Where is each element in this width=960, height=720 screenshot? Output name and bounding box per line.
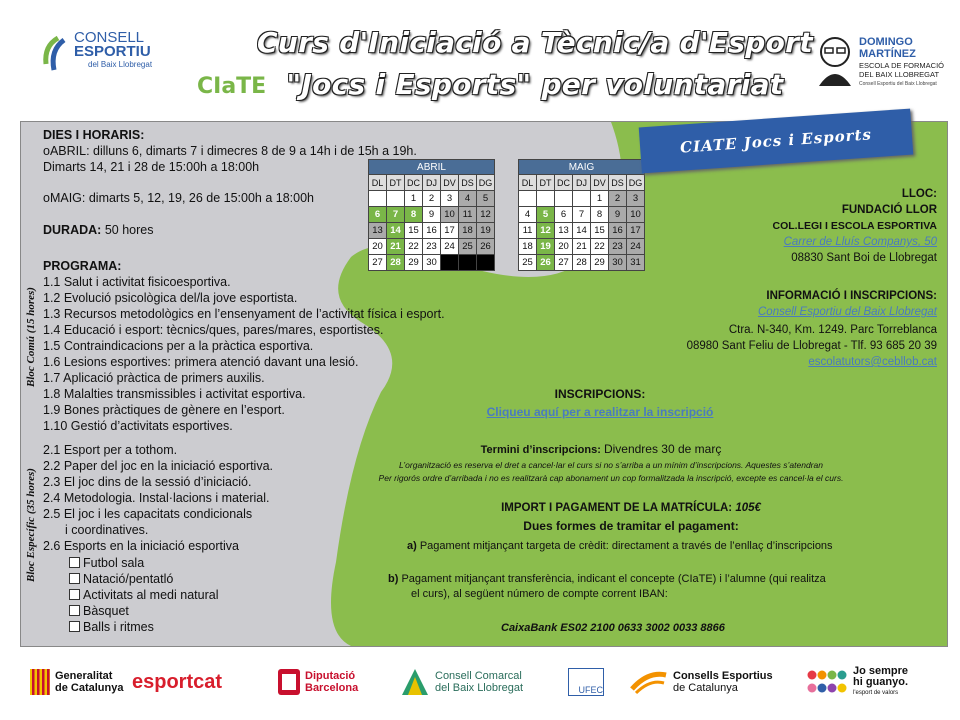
dm-line3: ESCOLA DE FORMACIÓ: [859, 61, 945, 70]
banner-text: CIATE Jocs i Esports: [679, 125, 873, 157]
pagament-price: 105€: [735, 502, 761, 514]
calendar-day-cell: [477, 255, 495, 271]
esport-label: Futbol sala: [83, 556, 145, 570]
calendar-day-cell: 23: [609, 239, 627, 255]
calendar-day-cell: 3: [627, 191, 645, 207]
iban: CaixaBank ES02 2100 0633 3002 0033 8866: [501, 622, 725, 634]
calendar-day-cell: 7: [573, 207, 591, 223]
jsh-line3: l'esport de valors: [853, 689, 899, 696]
calendar-day-cell: 20: [555, 239, 573, 255]
info-address: Ctra. N-340, Km. 1249. Parc Torreblanca: [728, 324, 937, 336]
calendar-day-cell: 5: [537, 207, 555, 223]
calendar-day-cell: 21: [387, 239, 405, 255]
ciate-text: CIaTE: [197, 74, 267, 99]
generalitat-line1: Generalitat: [55, 670, 113, 682]
calendar-day-cell: 26: [537, 255, 555, 271]
dm-line4: DEL BAIX LLOBREGAT: [859, 70, 940, 79]
pagament-formes: Dues formes de tramitar el pagament:: [523, 519, 739, 533]
calendar-month-name: ABRIL: [369, 160, 495, 175]
calendar-month-name: MAIG: [519, 160, 645, 175]
calendar-day-header: DJ: [423, 175, 441, 191]
programa-item: 1.3 Recursos metodològics en l’ensenyament de l’activitat física i esport.: [43, 307, 445, 321]
calendar-day-cell: 19: [477, 223, 495, 239]
programa-item: 1.4 Educació i esport: tècnics/ques, pares/mares, esportistes.: [43, 323, 384, 337]
jo-sempre-logo: [806, 662, 908, 702]
calendar-day-cell: 14: [387, 223, 405, 239]
calendar-day-cell: 30: [609, 255, 627, 271]
consell-esportiu-emblem: [40, 34, 70, 74]
generalitat-icon: [30, 669, 50, 695]
checkbox-icon: [69, 589, 80, 600]
calendar-day-cell: 1: [405, 191, 423, 207]
calendar-day-cell: 16: [609, 223, 627, 239]
calendar-day-cell: 15: [405, 223, 423, 239]
programa-item: 2.5 El joc i les capacitats condicionals: [43, 507, 253, 521]
diputacio-line1: Diputació: [305, 670, 356, 682]
calendar-day-cell: [369, 191, 387, 207]
portrait-icon: [815, 32, 855, 88]
programa-item: 2.2 Paper del joc en la iniciació esportiva.: [43, 459, 273, 473]
bloc-comu-label: Bloc Comú (15 hores): [25, 287, 37, 387]
pagament-b-text1: Pagament mitjançant transferència, indicant el concepte (CIaTE) i l’alumne (qui realitza: [401, 573, 826, 585]
cec-line1: Consells Esportius: [673, 670, 773, 682]
consell-esportiu-logo: [40, 30, 200, 80]
programa-item: 2.1 Esport per a tothom.: [43, 443, 178, 457]
calendar-maig: [518, 159, 645, 271]
calendar-day-cell: 1: [591, 191, 609, 207]
calendar-day-cell: 13: [369, 223, 387, 239]
calendar-day-cell: 15: [591, 223, 609, 239]
calendar-day-cell: 30: [423, 255, 441, 271]
calendar-day-cell: 16: [423, 223, 441, 239]
esport-checklist-item: [69, 587, 218, 603]
calendar-day-cell: 28: [573, 255, 591, 271]
calendar-day-cell: 7: [387, 207, 405, 223]
calendar-day-header: DT: [387, 175, 405, 191]
esport-label: Bàsquet: [83, 604, 129, 618]
calendar-day-cell: 2: [423, 191, 441, 207]
durada-value: 50 hores: [104, 223, 154, 237]
programa-item: 1.5 Contraindicacions per a la pràctica esportiva.: [43, 339, 314, 353]
esport-checklist-item: [69, 571, 173, 587]
calendar-day-cell: 21: [573, 239, 591, 255]
calendar-day-cell: 25: [459, 239, 477, 255]
calendar-day-cell: 24: [627, 239, 645, 255]
calendar-day-cell: 17: [441, 223, 459, 239]
calendar-day-cell: 10: [441, 207, 459, 223]
esportcat-text: esportcat: [132, 670, 223, 693]
calendar-day-cell: 12: [537, 223, 555, 239]
generalitat-line2: de Catalunya: [55, 682, 124, 694]
calendar-day-cell: 4: [519, 207, 537, 223]
calendar-day-cell: 10: [627, 207, 645, 223]
pagament-heading: IMPORT I PAGAMENT DE LA MATRÍCULA:: [501, 502, 733, 514]
schedule-abril-1: oABRIL: dilluns 6, dimarts 7 i dimecres 8 de 9 a 14h i de 15h a 19h.: [43, 144, 417, 158]
calendar-day-cell: 6: [369, 207, 387, 223]
lloc-heading: LLOC:: [901, 188, 937, 200]
calendar-day-cell: 14: [573, 223, 591, 239]
inscripcions-heading: INSCRIPCIONS:: [554, 387, 646, 401]
esport-checklist-item: [69, 619, 154, 635]
consell-comarcal-icon: [400, 667, 430, 697]
calendar-day-header: DJ: [573, 175, 591, 191]
lloc-street-link[interactable]: Carrer de Lluís Companys, 50: [783, 236, 937, 248]
calendar-day-cell: 13: [555, 223, 573, 239]
checkbox-icon: [69, 605, 80, 616]
consell-line1: CONSELL: [74, 29, 145, 46]
schedule-heading: DIES I HORARIS:: [43, 128, 145, 142]
diputacio-icon: [278, 669, 300, 695]
lloc-name: FUNDACIÓ LLOR: [841, 204, 937, 216]
calendar-day-header: DL: [519, 175, 537, 191]
esport-checklist-item: [69, 555, 144, 571]
calendar-day-cell: [459, 255, 477, 271]
calendar-day-header: DS: [459, 175, 477, 191]
calendar-day-cell: 3: [441, 191, 459, 207]
esport-label: Balls i ritmes: [83, 620, 154, 634]
calendar-day-cell: 19: [537, 239, 555, 255]
calendar-day-cell: 24: [441, 239, 459, 255]
jsh-line1: Jo sempre: [853, 664, 909, 677]
calendar-day-cell: 17: [627, 223, 645, 239]
calendar-day-header: DC: [405, 175, 423, 191]
diputacio-logo: [278, 662, 358, 702]
calendar-day-cell: [573, 191, 591, 207]
consells-esportius-logo: [630, 662, 773, 702]
calendar-day-cell: 6: [555, 207, 573, 223]
calendar-day-cell: 25: [519, 255, 537, 271]
programa-item: 1.10 Gestió d’activitats esportives.: [43, 419, 233, 433]
calendar-day-cell: 18: [519, 239, 537, 255]
calendar-day-cell: [555, 191, 573, 207]
calendar-abril: [368, 159, 495, 271]
consell-line3: del Baix Llobregat: [88, 60, 153, 69]
pagament-b-text2: el curs), al següent número de compte corrent IBAN:: [411, 588, 668, 600]
schedule-maig: oMAIG: dimarts 5, 12, 19, 26 de 15:00h a 18:00h: [43, 191, 315, 205]
jsh-line2: hi guanyo.: [853, 675, 908, 688]
calendar-day-cell: 9: [609, 207, 627, 223]
programa-item: 2.3 El joc dins de la sessió d’iniciació.: [43, 475, 252, 489]
consell-comarcal-logo: [400, 662, 523, 702]
calendar-day-cell: 23: [423, 239, 441, 255]
calendar-day-cell: 20: [369, 239, 387, 255]
programa-item: 1.8 Malalties transmissibles i activitat esportiva.: [43, 387, 306, 401]
checkbox-icon: [69, 557, 80, 568]
calendar-day-cell: 22: [405, 239, 423, 255]
ccbl-line1: Consell Comarcal: [435, 670, 522, 682]
calendar-day-cell: [519, 191, 537, 207]
note-line1: L’organització es reserva el dret a cancel·lar el curs si no s’arriba a un mínim d’inscripcions. Aquestes s’atendran: [399, 460, 823, 470]
calendar-day-header: DL: [369, 175, 387, 191]
calendar-day-header: DG: [627, 175, 645, 191]
domingo-martinez-logo: [815, 30, 945, 96]
esport-label: Natació/pentatló: [83, 572, 174, 586]
calendar-day-cell: 29: [591, 255, 609, 271]
ccbl-line2: del Baix Llobregat: [435, 682, 524, 694]
calendar-day-cell: [537, 191, 555, 207]
colored-dots-icon: [806, 668, 848, 696]
calendar-day-cell: [387, 191, 405, 207]
calendar-day-cell: 28: [387, 255, 405, 271]
calendar-day-cell: 22: [591, 239, 609, 255]
calendar-day-cell: 11: [519, 223, 537, 239]
calendar-day-cell: 29: [405, 255, 423, 271]
calendar-day-header: DC: [555, 175, 573, 191]
consells-esportius-icon: [630, 669, 668, 695]
schedule-abril-2: Dimarts 14, 21 i 28 de 15:00h a 18:00h: [43, 160, 260, 174]
calendar-day-cell: 12: [477, 207, 495, 223]
generalitat-logo: [30, 662, 123, 702]
calendar-day-cell: 4: [459, 191, 477, 207]
calendar-day-cell: 26: [477, 239, 495, 255]
calendar-day-header: DV: [441, 175, 459, 191]
calendar-day-cell: 27: [555, 255, 573, 271]
info-city-tel: 08980 Sant Feliu de Llobregat - Tlf. 93 685 20 39: [686, 340, 937, 352]
calendar-day-cell: 2: [609, 191, 627, 207]
calendar-day-header: DS: [609, 175, 627, 191]
programa-item: 2.6 Esports en la iniciació esportiva: [43, 539, 239, 553]
programa-heading: PROGRAMA:: [43, 259, 122, 273]
ufec-text: UFEC: [568, 668, 604, 696]
durada-label: DURADA:: [43, 223, 102, 237]
calendar-day-header: DV: [591, 175, 609, 191]
pagament-a-label: a): [407, 540, 417, 552]
calendar-day-cell: 27: [369, 255, 387, 271]
calendar-day-cell: 9: [423, 207, 441, 223]
programa-item: 1.1 Salut i activitat fisicoesportiva.: [43, 275, 231, 289]
pagament-a-text: Pagament mitjançant targeta de crèdit: directament a través de l’enllaç d’inscripcions: [419, 540, 833, 552]
dm-line5: Consell Esportiu del Baix Llobregat: [859, 81, 937, 87]
diputacio-line2: Barcelona: [305, 682, 359, 694]
calendar-day-cell: 8: [405, 207, 423, 223]
note-line2: Per rigorós ordre d’arribada i no es realitzarà cap abonament un cop formalitzada la inscripció, excepte es cancel·la el curs.: [378, 473, 844, 483]
calendar-day-header: DT: [537, 175, 555, 191]
dm-line1: DOMINGO: [859, 36, 913, 48]
checkbox-icon: [69, 573, 80, 584]
lloc-city: 08830 Sant Boi de Llobregat: [791, 252, 937, 264]
esportcat-logo: [132, 662, 222, 702]
programa-item: 1.9 Bones pràctiques de gènere en l’esport.: [43, 403, 285, 417]
inscripcio-link[interactable]: Cliqueu aquí per a realitzar la inscripció: [486, 405, 714, 419]
info-org-link[interactable]: Consell Esportiu del Baix Llobregat: [758, 306, 937, 318]
calendar-day-cell: 8: [591, 207, 609, 223]
programa-item: 1.2 Evolució psicològica del/la jove esportista.: [43, 291, 298, 305]
esport-checklist-item: [69, 603, 129, 619]
title-line1: Curs d'Iniciació a Tècnic/a d'Esport: [257, 26, 813, 59]
calendar-day-cell: 18: [459, 223, 477, 239]
programa-item: 1.6 Lesions esportives: primera atenció davant una lesió.: [43, 355, 359, 369]
calendar-day-cell: [441, 255, 459, 271]
calendar-day-cell: 11: [459, 207, 477, 223]
bloc-especific-label: Bloc Específic (35 hores): [25, 468, 37, 582]
programa-item: i coordinatives.: [65, 523, 149, 537]
esport-label: Activitats al medi natural: [83, 588, 219, 602]
consell-line2: ESPORTIU: [74, 43, 151, 60]
ufec-logo: [568, 662, 604, 702]
title-line2: "Jocs i Esports" per voluntariat: [286, 68, 784, 101]
main-panel: [20, 121, 948, 647]
termini-label: Termini d’inscripcions:: [480, 444, 601, 456]
dm-line2: MARTÍNEZ: [859, 48, 916, 60]
programa-item: 2.4 Metodologia. Instal·lacions i material.: [43, 491, 270, 505]
lloc-school: COL.LEGI I ESCOLA ESPORTIVA: [772, 220, 937, 232]
info-heading: INFORMACIÓ I INSCRIPCIONS:: [766, 290, 937, 302]
termini-value: Divendres 30 de març: [603, 442, 722, 456]
calendar-day-cell: 31: [627, 255, 645, 271]
calendar-day-header: DG: [477, 175, 495, 191]
info-email-link[interactable]: escolatutors@cebllob.cat: [808, 356, 937, 368]
calendar-day-cell: 5: [477, 191, 495, 207]
programa-item: 1.7 Aplicació pràctica de primers auxilis.: [43, 371, 265, 385]
pagament-b-label: b): [388, 573, 399, 585]
checkbox-icon: [69, 621, 80, 632]
cec-line2: de Catalunya: [673, 682, 738, 694]
